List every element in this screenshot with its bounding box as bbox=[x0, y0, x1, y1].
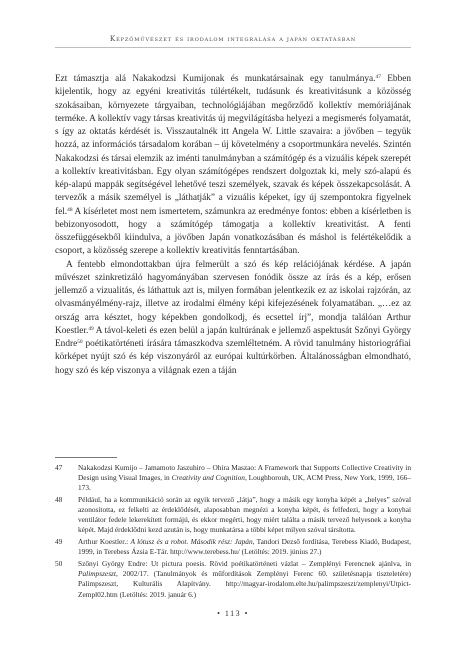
footnote-ref-48[interactable]: 48 bbox=[67, 206, 73, 213]
footnote-48: 48 Például, ha a kommunikáció során az egyik tervező „látja”, hogy a másik egy konyha képét a „helyes” szóval azonosította, ez felkelti az érdeklődését, alaposabban megnézi a konyha képét, és felfedezi, hogy a konyhai ventilátor fedele lekerekített formájú, és ekkor megérti, hogy miért találta a másik tervező helyesnek a konyha képét. Majd érdeklődni kezd azután is, hogy munkatársa a többi képet milyen szóval társította. bbox=[55, 495, 411, 535]
footnote-49: 49 Arthur Koestler.: A lótusz és a robot. Második rész: Japán, Tandori Dezső fordítása, Terebess Kiadó, Budapest, 1999, in Terebess Ázsia E-Tár. http://www.terebess.hu/ (Letöltés: 2019. június 27.) bbox=[55, 537, 411, 557]
footnote-number: 49 bbox=[55, 537, 63, 547]
footnotes bbox=[55, 463, 411, 601]
footnote-ref-50[interactable]: 50 bbox=[77, 339, 83, 345]
footnote-ref-47[interactable]: 47 bbox=[375, 74, 381, 80]
footnote-number: 50 bbox=[55, 559, 63, 569]
page-number: • 113 • bbox=[217, 609, 249, 618]
footnote-separator bbox=[55, 457, 117, 458]
main-text bbox=[55, 73, 411, 378]
footnote-ref-49[interactable]: 49 bbox=[88, 325, 94, 332]
footnote-number: 48 bbox=[55, 495, 63, 505]
paragraph-2: A fentebb elmondottakban újra felmerült a szó és kép relációjának kérdése. A japán művészet szinkretizáló hagyományában szervesen fonódik össze az írás és a kép, erősen jellemző a vizualitás, és láthattuk azt is, milyen formában jelentkezik ez az iskolai rajzórán, az olvasmányélmény-rajz, illetve az irodalmi élmény képi kifejezésének folyamatában. „…ez az ország arra késztet, hogy képekben gondolkodj, és ecsettel írj”, mondja találóan Arthur Koestler.$^{49}$ A távol-keleti és ezen belül a japán kultúrának e jellemző aspektusát Szőnyi György Endre$^{50}$ poétikatörténeti írására támaszkodva szemléltetném. A rövid tanulmány historiográfiai körképet nyújt szó és kép viszonyáról az európai kultúrkörben. Általánosságban elmondható, hogy szó és kép viszonya a világnak ezen a táján bbox=[55, 259, 411, 376]
footnote-50: 50 Szőnyi György Endre: Ut pictura poesis. Rövid poétikatörténeti vázlat – Zemplényi Ferencnek ajánlva, in Palimpszeszt, 2002/17. (Tanulmányok és műfordítások Zemplényi Ferenc 60. születésnapja tiszteletére) Palimpszeszt, Kulturális Alapítvány. http://magyar-irodalom.elte.hu/palimpszeszt/zemplenyi/Utpict-Zempl02.htm (Letöltés: 2019. január 6.) bbox=[55, 559, 411, 599]
footnote-number: 47 bbox=[55, 463, 63, 472]
footnote-47: 47 Nakakodzsi Kumijo – Jamamoto Jaszuhiro – Ohira Maszao: A Framework that Supports Collective Creativity in Design using Visual Images, in Creativity and Cognition, Loughborouh, UK, ACM Press, New York, 1999, 166–173. bbox=[55, 463, 411, 493]
header-rule bbox=[55, 47, 411, 48]
paragraph-1: Ezt támasztja alá Nakakodzsi Kumijonak és munkatársainak egy tanulmánya.$^{47}$ Ebben kijelentik, hogy az egyéni kreativitás túlértékelt, tudásunk és kreativitásunk a közösség szokásaiban, környezete tárgyaiban, technológiájában megőrződő kollektív memóriájának terméke. A kollektív vagy társas kreativitás új megvilágításba helyezi a megismerés folyamatát, s így az oktatás kérdését is. Visszautalnék itt Angela W. Little szavaira: a jövőben – tegyük hozzá, az információs társadalom korában – új követelmény a csoportmunkára nevelés. Szintén Nakakodzsi és társai elemzik az iménti tanulmányban a számítógép és a vizuális képek szerepét a kollektív kreativitásban. Egy olyan számítógépes rendszert dolgoztak ki, mely szó-alapú és kép-alapú mappák segítségével lehetővé teszi személyek, szavak és képek összekapcsolását. A tervezők a másik személyel is „láthatják” a vizuális képeket, így új szempontokra figyelnek fel.$^{48}$ A kísérletet most nem ismertetem, számunkra az eredménye fontos: ebben a kísérletben is bebizonyosodott, hogy a számítógép támogatja a kollektív kreativitást. A fenti összefüggésekből kiindulva, a jövőben Japán vonatkozásában és máshol is felértékelődik a csoport, a közösség szerepe a kollektív kreativitás fenntartásában. bbox=[55, 74, 411, 257]
running-header: Képzőművészet és irodalom integrálása a japán oktatásban bbox=[109, 34, 357, 43]
